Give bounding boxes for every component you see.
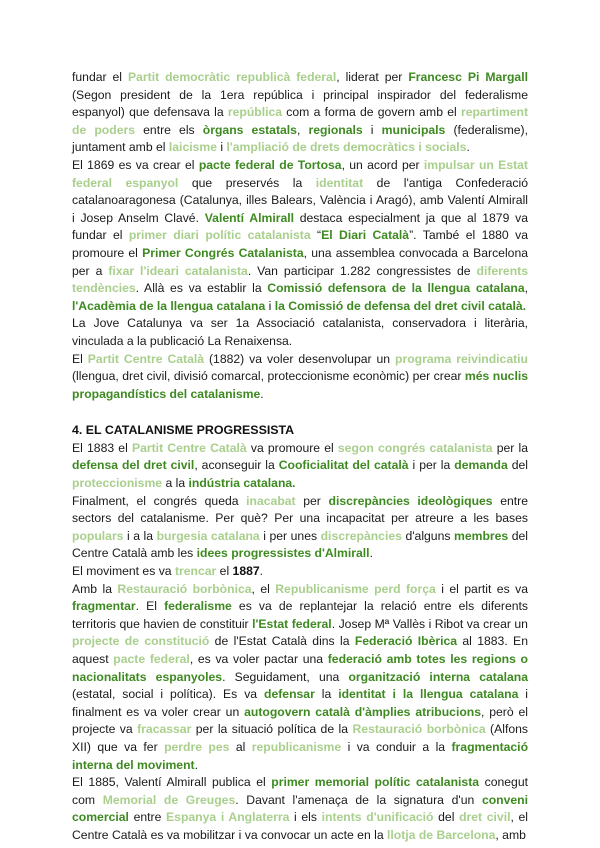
text-run: la: [314, 687, 339, 702]
highlighted-term: discrepàncies ideològiques: [328, 493, 493, 508]
text-run: del: [507, 458, 529, 473]
text-run: de l'antiga Confederació catalanoaragonesa (Catalunya, illes Balears, València i Aragó), amb Valentí Almirall i Josep Anselm Clavé.: [72, 175, 529, 225]
highlighted-term: idees progressistes d'Almirall: [196, 546, 370, 561]
highlighted-term: discrepàncies: [320, 528, 402, 543]
text-run: i: [265, 298, 275, 313]
paragraph: [72, 581, 528, 775]
highlighted-term: segon congrés catalanista: [337, 440, 493, 455]
text-run: conegut com: [72, 775, 528, 807]
highlighted-term: 1887: [232, 564, 260, 579]
highlighted-term: federació amb totes les regions o nacionalitats espanyoles: [72, 652, 529, 684]
paragraph: [72, 315, 528, 350]
highlighted-term: Partit democràtic republicà federal: [127, 70, 337, 84]
text-run: , el Centre Català es va mobilitzar i va convocar un acte en la: [72, 810, 529, 842]
highlighted-term: Valentí Almirall: [204, 210, 294, 225]
text-run: entre sectors del catalanisme. Per què? Per una incapacitat per atreure a les bases: [72, 493, 529, 526]
highlighted-term: autogovern català d'àmplies atribucions: [244, 704, 481, 719]
highlighted-term: laicisme: [168, 140, 217, 155]
text-run: d'alguns: [401, 528, 454, 543]
text-run: , un acord per: [341, 157, 424, 172]
text-run: . Van participar 1.282 congressistes de: [247, 263, 477, 278]
highlighted-term: Espanya i Anglaterra: [166, 810, 290, 825]
text-run: i: [362, 122, 382, 137]
highlighted-term: indústria catalana.: [188, 476, 296, 491]
text-run: destaca especialment ja que al 1879 va fundar el: [72, 210, 528, 243]
text-run: (estatal, social i política). Es va: [72, 687, 265, 702]
highlighted-term: òrgans estatals: [202, 122, 297, 137]
highlighted-term: proteccionisme: [72, 476, 163, 491]
text-run: Finalment, el congrés queda: [72, 493, 247, 508]
text-run: (llengua, dret civil, divisió comarcal, proteccionisme econòmic) per crear: [72, 369, 465, 384]
highlighted-term: república: [227, 105, 283, 120]
highlighted-term: Comissió defensora de la llengua catalana: [267, 281, 525, 296]
text-run: i per la: [408, 458, 455, 473]
text-run: i va conduir a la: [341, 739, 452, 754]
text-run: fundar el: [72, 70, 128, 84]
text-run: (Segon president de la 1era república i principal inspirador del federalisme espanyol) que defensava la: [72, 87, 528, 120]
text-run: de l'Estat Català dins la: [209, 634, 355, 649]
intro-section: [72, 69, 528, 403]
text-run: .: [466, 140, 470, 155]
text-run: com a forma de govern amb el: [282, 105, 461, 120]
highlighted-term: burgesia catalana: [156, 528, 260, 543]
text-run: va promoure el: [246, 440, 338, 455]
paragraph: [72, 351, 528, 404]
paragraph: [72, 69, 528, 157]
highlighted-term: més nuclis propagandístics del catalanisme: [72, 369, 528, 401]
text-run: al: [229, 739, 252, 754]
highlighted-term: programa reivindicatiu: [395, 351, 528, 366]
text-run: per la situació política de la: [191, 722, 353, 737]
text-run: El 1885, Valentí Almirall publica el: [72, 775, 272, 790]
text-run: el: [216, 564, 233, 579]
highlighted-term: primer diari polític catalanista: [128, 228, 311, 243]
highlighted-term: federalisme: [164, 599, 232, 614]
highlighted-term: la Comissió de defensa del dret civil català.: [274, 298, 527, 313]
text-run: . El: [135, 599, 165, 614]
highlighted-term: defensar: [264, 687, 315, 702]
text-run: El moviment es va: [72, 564, 175, 579]
text-run: .: [259, 564, 264, 579]
text-run: . Davant l'amenaça de la signatura d'un: [235, 792, 482, 807]
highlighted-term: Memorial de Greuges: [102, 792, 236, 807]
text-run: (federalisme), juntament amb el: [72, 122, 528, 155]
highlighted-term: Francesc Pi Margall: [408, 70, 528, 84]
highlighted-term: fixar l'ideari catalanista: [108, 263, 248, 278]
text-run: El: [72, 351, 88, 366]
highlighted-term: impulsar un Estat federal espanyol: [72, 157, 528, 190]
text-run: i els: [289, 810, 322, 825]
text-run: , però el projecte va: [72, 704, 528, 737]
highlighted-term: pacte federal: [113, 652, 190, 666]
text-run: (Alfons XII) que va fer: [72, 722, 528, 754]
text-run: del: [433, 810, 460, 825]
text-run: La Jove Catalunya va ser 1a Associació catalanista, conservadora i literària, vinculada a la publicació La Renaixensa.: [72, 316, 528, 348]
text-run: , una assemblea convocada a Barcelona per a: [72, 245, 528, 278]
highlighted-term: Republicanisme perd força: [275, 581, 436, 596]
text-run: i per unes: [259, 528, 321, 543]
text-run: es va de replantejar la relació entre els diferents territoris que havien de constituir: [72, 599, 528, 631]
text-run: “: [310, 228, 322, 243]
text-run: (1882) va voler desenvolupar un: [204, 351, 396, 366]
highlighted-term: l'Estat federal: [252, 616, 332, 631]
text-run: del Centre Català amb les: [72, 528, 529, 561]
text-run: , el: [251, 581, 276, 596]
text-run: , es va voler pactar una: [189, 652, 328, 666]
highlighted-term: perdre pes: [164, 739, 230, 754]
section-heading: 4. EL CATALANISME PROGRESSISTA: [72, 423, 295, 438]
highlighted-term: Primer Congrés Catalanista: [142, 245, 304, 260]
highlighted-term: Restauració borbònica: [352, 722, 486, 737]
highlighted-term: repartiment de poders: [72, 105, 529, 137]
text-run: El 1869 es va crear el: [72, 157, 199, 172]
highlighted-term: fragmentació interna del moviment: [72, 739, 529, 772]
highlighted-term: populars: [72, 528, 124, 543]
text-run: entre: [128, 810, 167, 825]
text-run: ,: [296, 122, 309, 137]
text-run: , liderat per: [336, 70, 409, 84]
paragraph: [72, 493, 528, 563]
highlighted-term: membres: [454, 528, 509, 543]
highlighted-term: pacte federal de Tortosa: [198, 157, 342, 172]
paragraph: [72, 563, 528, 581]
text-run: , amb: [495, 827, 526, 842]
text-run: i el partit es va: [435, 581, 528, 596]
text-run: entre els: [135, 122, 203, 137]
text-run: per la: [492, 440, 529, 455]
highlighted-term: fracassar: [137, 722, 192, 737]
text-run: que preservés la: [178, 175, 316, 190]
section-body: [72, 440, 528, 845]
highlighted-term: diferents tendències: [72, 263, 528, 296]
highlighted-term: demanda: [454, 458, 508, 473]
highlighted-term: republicanisme: [251, 739, 342, 754]
text-run: . Josep Mª Vallès i Ribot va crear un: [331, 616, 528, 631]
highlighted-term: trencar: [174, 564, 217, 579]
highlighted-term: Partit Centre Català: [131, 440, 247, 455]
text-run: ”. També el 1880 va promoure el: [72, 228, 528, 260]
highlighted-term: l'Acadèmia de la llengua catalana: [72, 298, 266, 313]
text-run: .: [194, 757, 198, 772]
text-run: i a la: [123, 528, 157, 543]
highlighted-term: projecte de constitució: [72, 634, 210, 649]
highlighted-term: Restauració borbònica: [117, 581, 252, 596]
paragraph: [72, 440, 528, 493]
highlighted-term: identitat i la llengua catalana: [338, 687, 519, 702]
text-run: ,: [524, 281, 528, 296]
highlighted-term: Federació Ibèrica: [354, 634, 458, 649]
highlighted-term: fragmentar: [72, 599, 136, 614]
highlighted-term: identitat: [315, 175, 364, 190]
highlighted-term: Cooficialitat del català: [278, 458, 409, 473]
text-run: . Seguidament, una: [222, 669, 349, 684]
highlighted-term: conveni comercial: [72, 792, 528, 825]
text-run: i: [217, 140, 227, 155]
highlighted-term: Partit Centre Català: [87, 351, 205, 366]
paragraph: [72, 157, 528, 315]
text-run: i finalment es va voler crear un: [72, 687, 529, 719]
text-run: . Allà es va establir la: [135, 281, 268, 296]
highlighted-term: defensa del dret civil: [72, 458, 195, 473]
highlighted-term: organització interna catalana: [348, 669, 529, 684]
highlighted-term: regionals: [308, 122, 363, 137]
text-run: per: [295, 493, 329, 508]
highlighted-term: inacabat: [246, 493, 296, 508]
highlighted-term: municipals: [381, 122, 446, 137]
highlighted-term: dret civil: [459, 810, 511, 825]
highlighted-term: primer memorial polític catalanista: [271, 775, 480, 790]
text-run: al 1883. En aquest: [72, 634, 528, 666]
text-run: , aconseguir la: [194, 458, 279, 473]
highlighted-term: El Diari Català: [321, 228, 410, 243]
text-run: Amb la: [72, 581, 118, 596]
text-run: a la: [162, 476, 189, 491]
text-run: El 1883 el: [72, 440, 132, 455]
text-run: .: [260, 386, 264, 401]
highlighted-term: l'ampliació de drets democràtics i socials: [226, 140, 467, 155]
highlighted-term: llotja de Barcelona: [387, 827, 496, 842]
text-run: .: [369, 546, 373, 561]
highlighted-term: intents d'unificació: [321, 810, 434, 825]
paragraph: [72, 774, 528, 844]
